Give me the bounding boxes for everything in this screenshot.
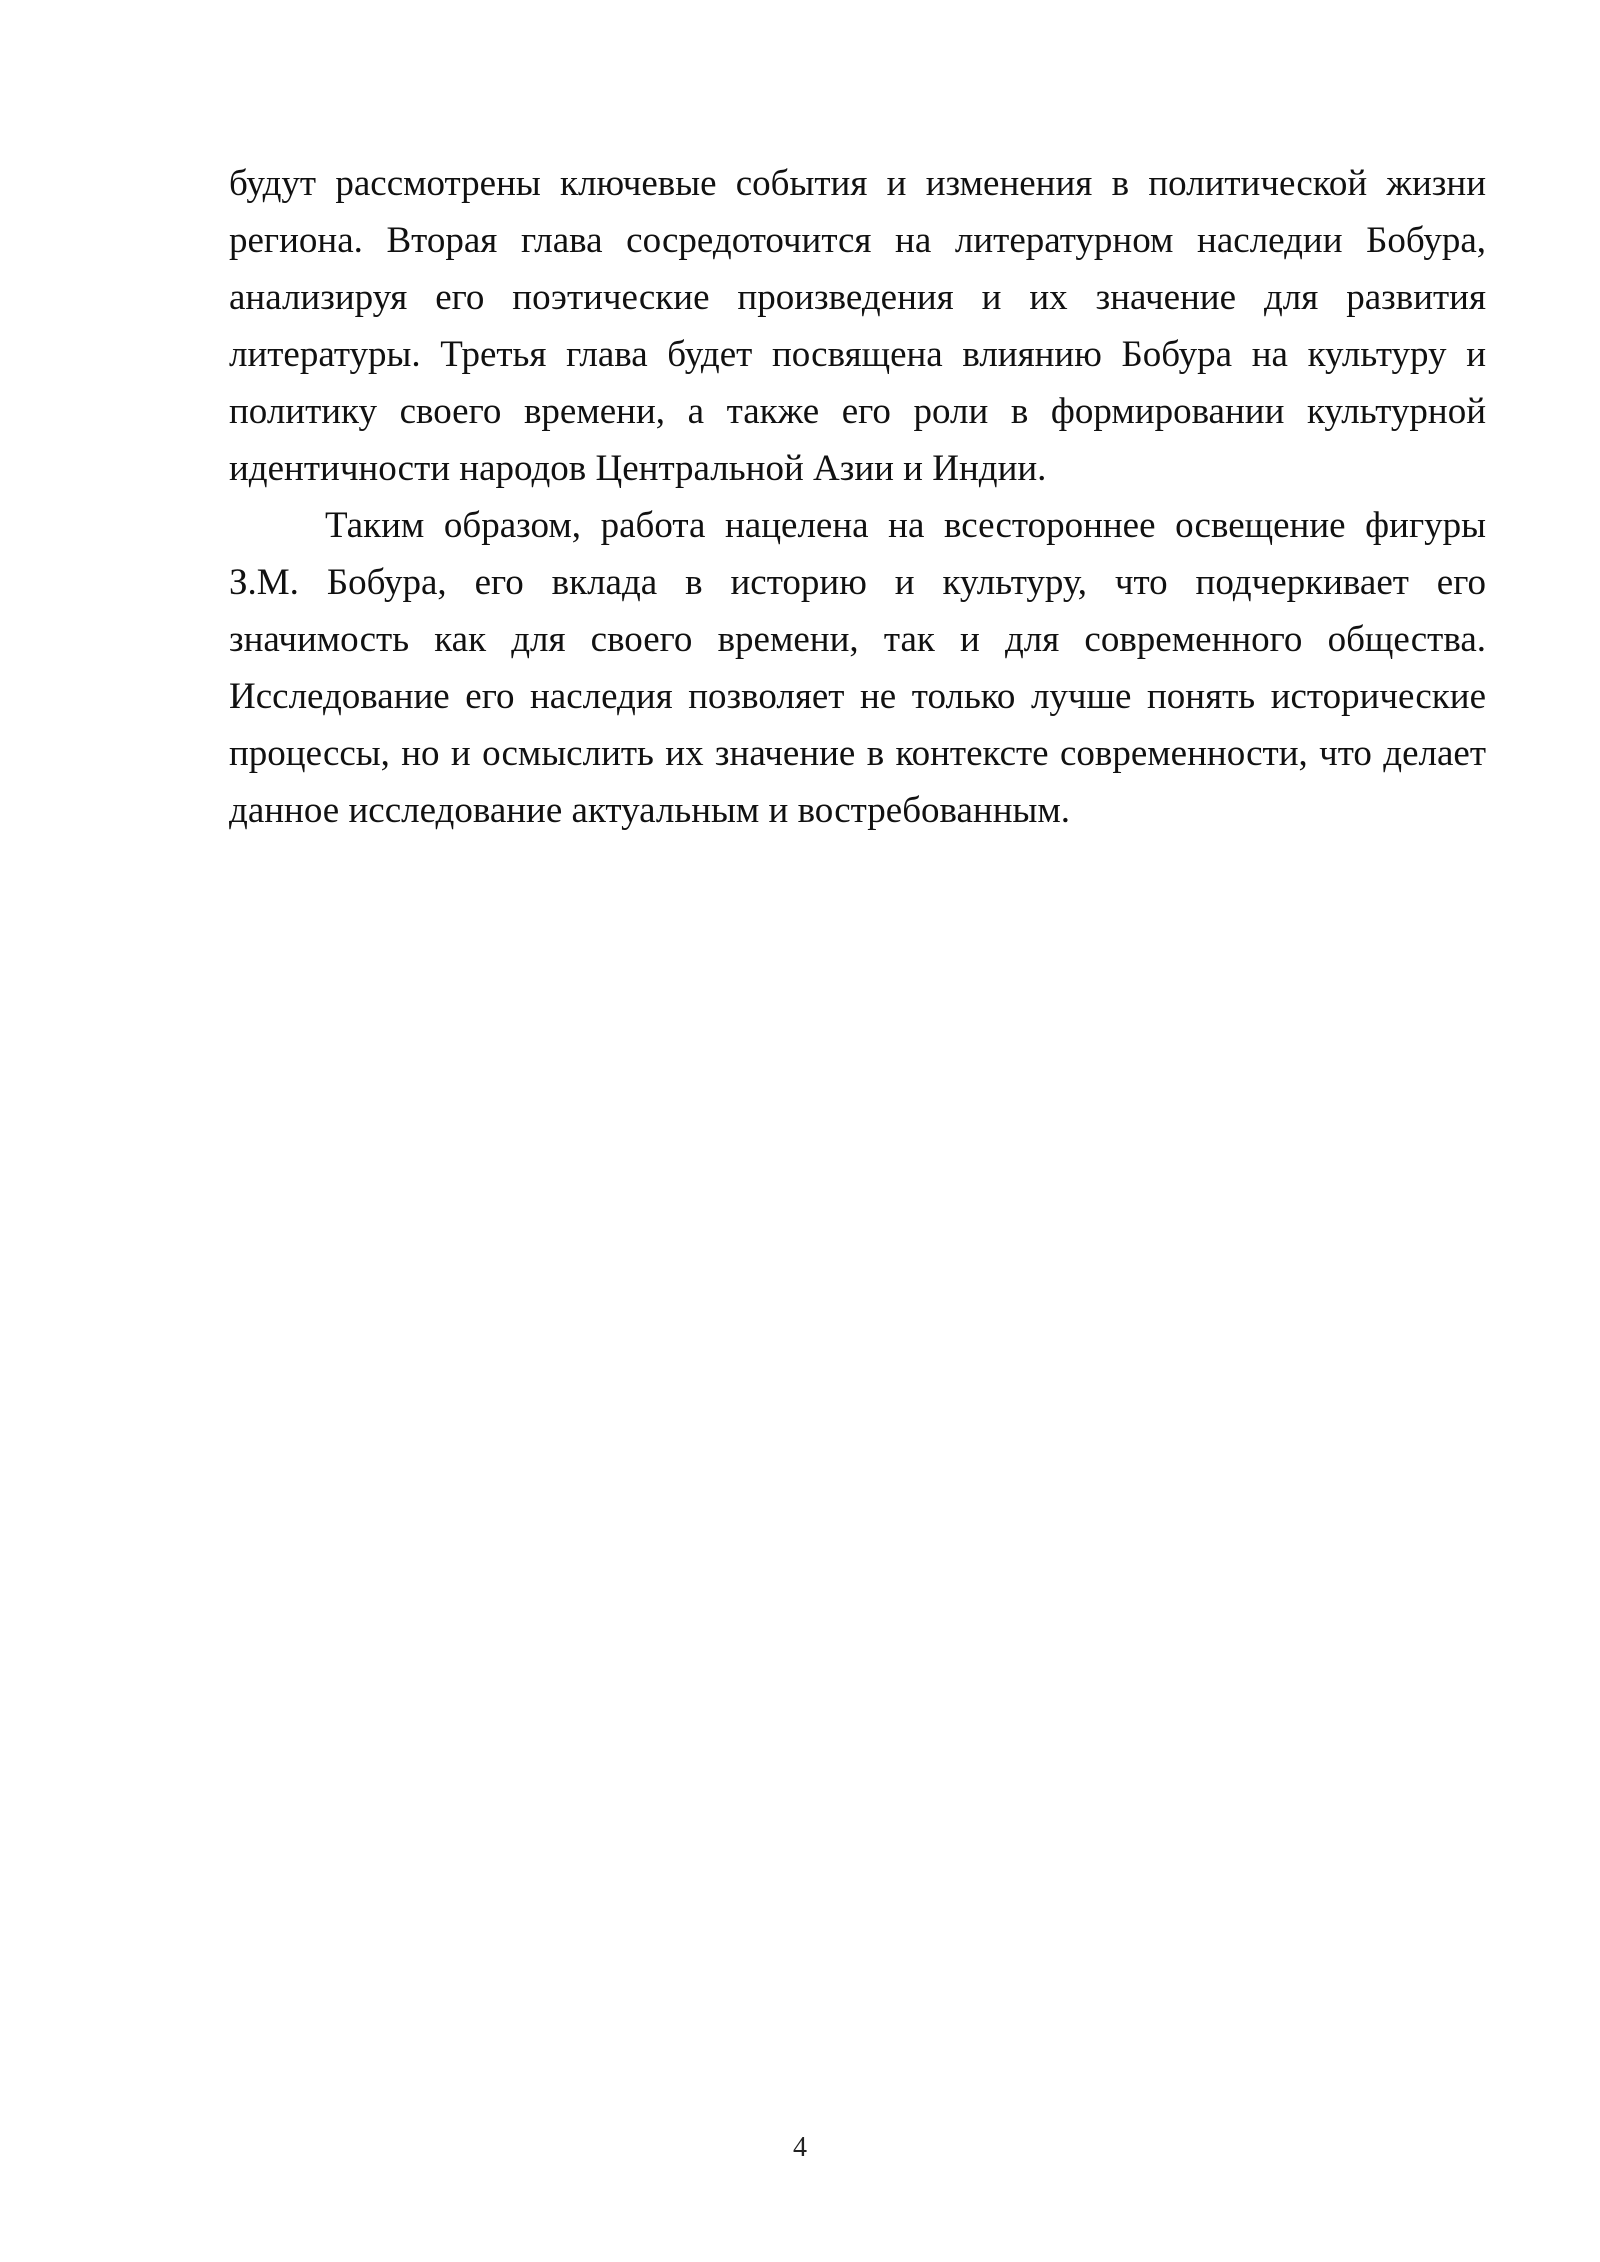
page-number: 4 — [793, 2132, 807, 2163]
body-text — [229, 155, 1486, 839]
paragraph-continuation: будут рассмотрены ключевые события и изменения в политической жизни региона. Вторая глава сосредоточится на литературном наследии Бобура, анализируя его поэтические произведения и их значение для развития литературы. Третья глава будет посвящена влиянию Бобура на культуру и политику своего времени, а также его роли в формировании культурной идентичности народов Центральной Азии и Индии. — [229, 163, 1486, 489]
paragraph-conclusion: Таким образом, работа нацелена на всестороннее освещение фигуры З.М. Бобура, его вклада в историю и культуру, что подчеркивает его значимость как для своего времени, так и для современного общества. Исследование его наследия позволяет не только лучше понять исторические процессы, но и осмыслить их значение в контексте современности, что делает данное исследование актуальным и востребованным. — [229, 505, 1486, 831]
